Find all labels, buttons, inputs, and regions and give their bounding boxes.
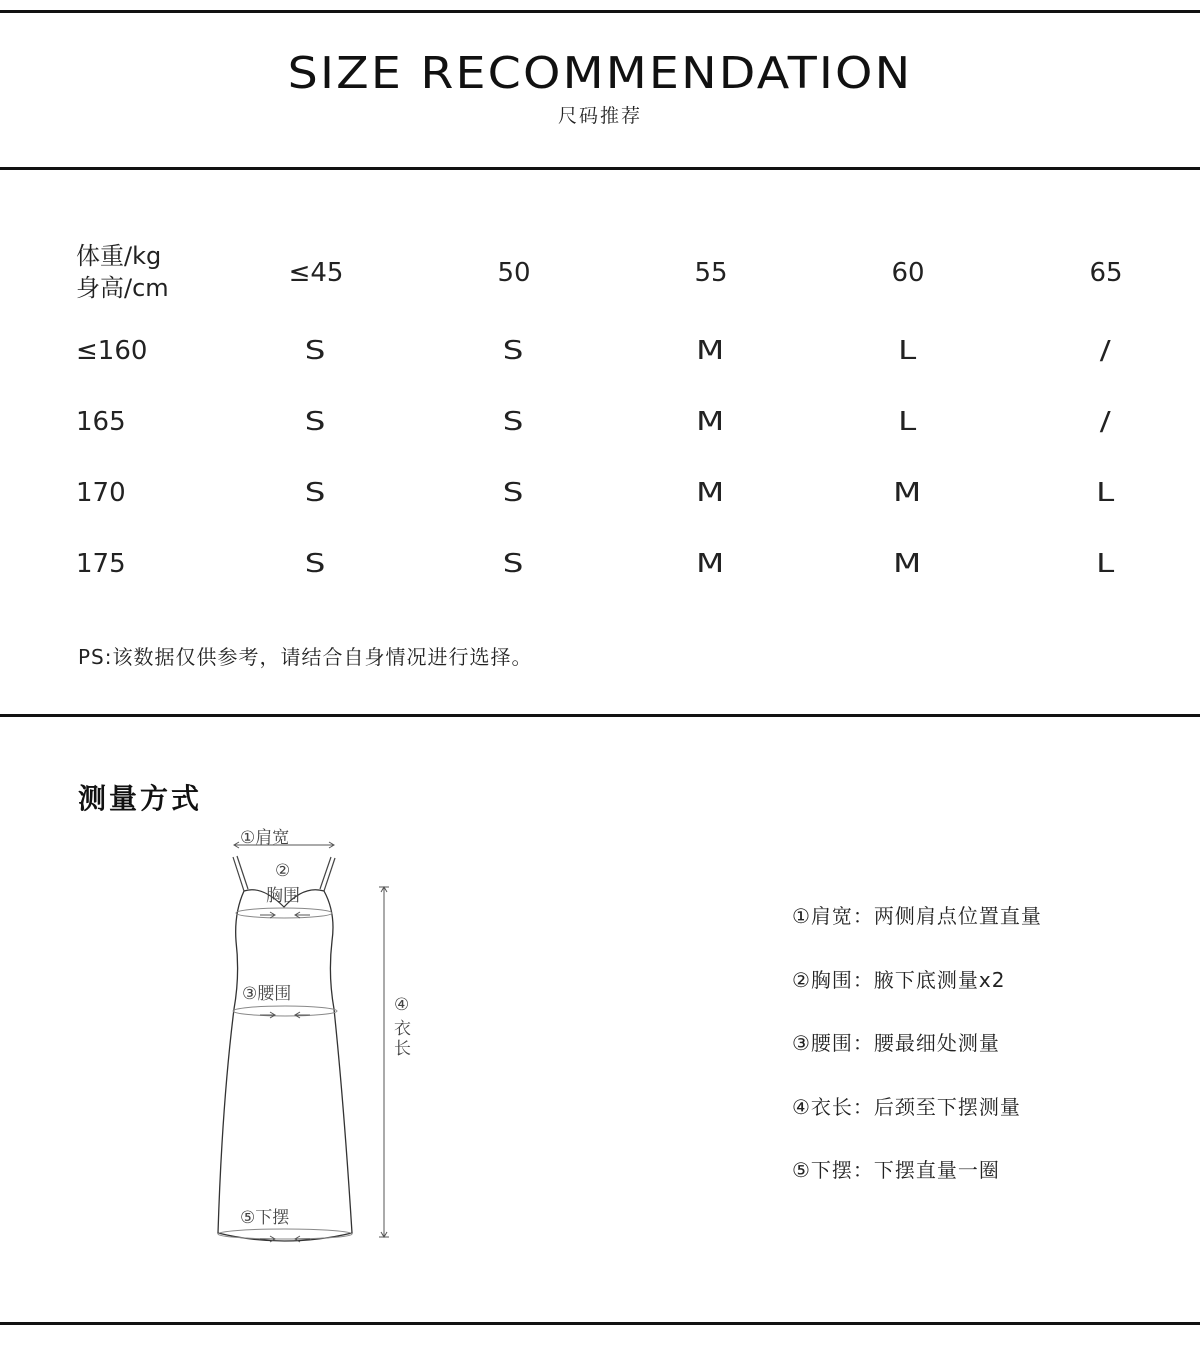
- size-cell: S: [305, 478, 327, 508]
- diagram-label-length: 衣长: [394, 1019, 411, 1059]
- size-cell: M: [696, 407, 726, 437]
- diagram-label-length-number: ④: [394, 995, 410, 1015]
- dress-measurement-diagram: [200, 815, 440, 1255]
- height-label: 165: [76, 407, 126, 437]
- size-cell: M: [696, 478, 726, 508]
- section-divider: [0, 714, 1200, 717]
- weight-axis-label: 体重/kg: [76, 242, 162, 270]
- legend-item: ⑤下摆：下摆直量一圈: [792, 1158, 1000, 1182]
- legend-item: ④衣长：后颈至下摆测量: [792, 1094, 1021, 1119]
- table-row: [76, 478, 1136, 549]
- height-label: ≤160: [76, 336, 148, 366]
- size-cell: S: [305, 407, 327, 437]
- size-cell: S: [305, 336, 327, 366]
- height-axis-label: 身高/cm: [76, 274, 169, 302]
- header-divider: [0, 167, 1200, 170]
- table-row: [76, 407, 1136, 478]
- height-label: 170: [76, 478, 126, 508]
- size-cell: S: [503, 478, 525, 508]
- height-label: 175: [76, 549, 126, 579]
- size-cell: M: [893, 549, 923, 579]
- legend-item: ③腰围：腰最细处测量: [792, 1031, 1000, 1055]
- diagram-label-hem: ⑤下摆: [240, 1208, 290, 1228]
- disclaimer-note: PS:该数据仅供参考，请结合自身情况进行选择。: [78, 645, 533, 669]
- size-cell: /: [1099, 407, 1113, 437]
- page-subtitle: 尺码推荐: [557, 105, 642, 127]
- size-cell: L: [1096, 478, 1116, 508]
- size-cell: S: [503, 336, 525, 366]
- size-cell: L: [1096, 549, 1116, 579]
- diagram-label-chest-number: ②: [275, 861, 291, 881]
- diagram-label-chest: 胸围: [266, 886, 300, 906]
- weight-header: 50: [497, 258, 531, 288]
- bottom-rule: [0, 1322, 1200, 1325]
- diagram-label-shoulder: ①肩宽: [240, 828, 290, 848]
- top-rule: [0, 10, 1200, 13]
- measure-section-title: 测量方式: [78, 782, 203, 815]
- table-row: [76, 336, 1136, 407]
- size-cell: S: [305, 549, 327, 579]
- table-row: [76, 549, 1136, 620]
- weight-header: 60: [891, 258, 925, 288]
- diagram-label-waist: ③腰围: [242, 984, 292, 1004]
- size-cell: M: [696, 549, 726, 579]
- weight-header: ≤45: [288, 258, 344, 288]
- legend-item: ②胸围：腋下底测量x2: [792, 967, 1006, 992]
- weight-header: 65: [1089, 258, 1123, 288]
- size-cell: S: [503, 407, 525, 437]
- weight-header: 55: [694, 258, 728, 288]
- size-cell: /: [1099, 336, 1113, 366]
- table-header-row: [76, 232, 1136, 336]
- table-corner-label: [76, 240, 169, 304]
- page-title: SIZE RECOMMENDATION: [287, 48, 913, 99]
- size-cell: L: [898, 407, 918, 437]
- legend-item: ①肩宽：两侧肩点位置直量: [792, 904, 1042, 928]
- size-cell: L: [898, 336, 918, 366]
- size-cell: M: [893, 478, 923, 508]
- size-recommendation-table: [76, 232, 1136, 620]
- size-cell: M: [696, 336, 726, 366]
- measurement-legend: [792, 900, 1172, 1218]
- size-cell: S: [503, 549, 525, 579]
